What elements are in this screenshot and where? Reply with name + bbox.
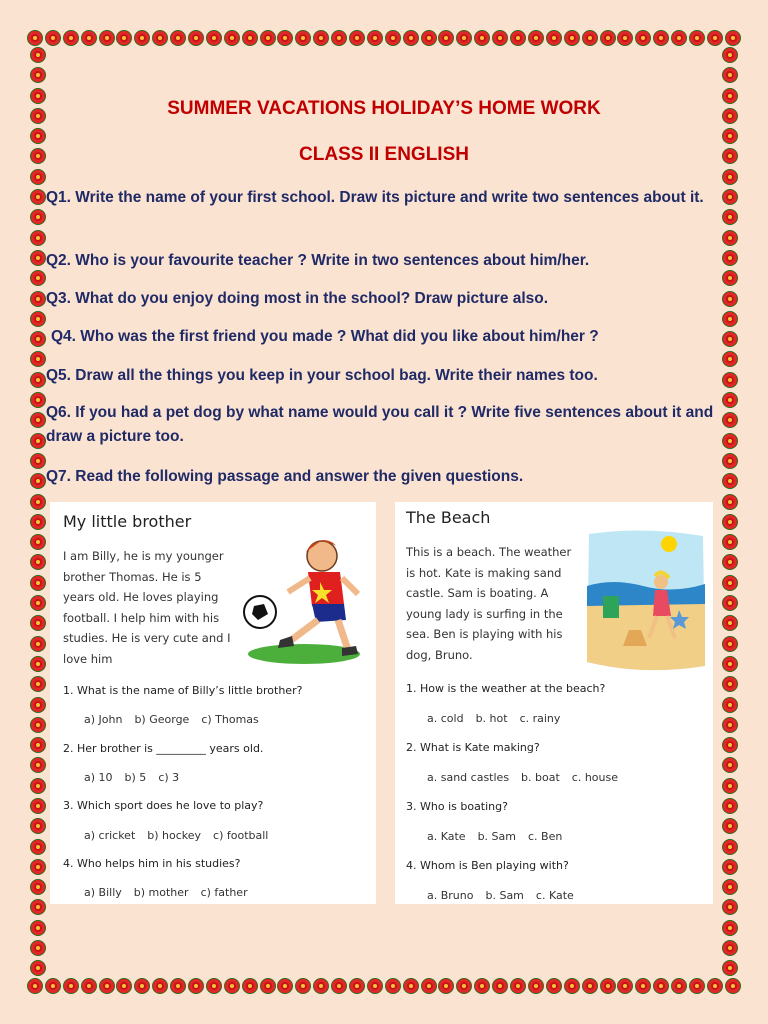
flower-icon [723,718,737,732]
flower-icon [278,979,292,993]
flower-icon [723,860,737,874]
flower-icon [457,31,471,45]
option: b. hot [475,712,508,725]
flower-icon [31,616,45,630]
option: c. Kate [535,889,574,902]
flower-icon [31,454,45,468]
flower-icon [31,758,45,772]
answer-options [84,771,191,784]
flower-icon [31,840,45,854]
option: b) mother [133,886,189,899]
flower-icon [31,961,45,975]
question-line: 2. Her brother is _________ years old. [63,742,264,755]
flower-icon [31,190,45,204]
flower-icon [31,718,45,732]
flower-icon [31,799,45,813]
flower-icon [31,170,45,184]
flower-icon [723,738,737,752]
football-boy-illustration [236,534,366,670]
flower-icon [723,819,737,833]
flower-icon [404,31,418,45]
flower-icon [31,819,45,833]
flower-icon [31,555,45,569]
flower-icon [207,979,221,993]
option: a. Bruno [427,889,474,902]
flower-icon [475,31,489,45]
flower-icon [31,921,45,935]
flower-icon [672,979,686,993]
option: a) cricket [84,829,136,842]
flower-icon [723,677,737,691]
option: c) 3 [158,771,180,784]
option: a. sand castles [427,771,510,784]
flower-icon [261,31,275,45]
flower-icon [618,979,632,993]
option: b. Sam [477,830,516,843]
flower-icon [723,231,737,245]
option: a) 10 [84,771,113,784]
question-7: Q7. Read the following passage and answer the given questions. [46,468,524,485]
flower-icon [31,576,45,590]
flower-icon [31,880,45,894]
passage-panel-brother [50,502,376,904]
flower-icon [690,979,704,993]
flower-icon [189,31,203,45]
flower-icon [726,31,740,45]
flower-icon [31,68,45,82]
flower-icon [31,495,45,509]
option: a. cold [427,712,464,725]
flower-icon [31,332,45,346]
flower-icon [28,979,42,993]
flower-icon [31,292,45,306]
flower-icon [583,31,597,45]
flower-icon [117,979,131,993]
flower-icon [723,880,737,894]
flower-icon [332,31,346,45]
flower-icon [475,979,489,993]
passage-text: This is a beach. The weather is hot. Kate is making sand castle. Sam is boating. A young lady is surfing in the sea. Ben is playing with his dog, Bruno. [406,545,572,662]
flower-icon [726,979,740,993]
flower-icon [708,31,722,45]
option: c) father [200,886,248,899]
flower-border-left [28,48,48,976]
flower-icon [31,515,45,529]
question-2: Q2. Who is your favourite teacher ? Write in two sentences about him/her. [46,252,590,269]
flower-icon [422,31,436,45]
flower-icon [31,129,45,143]
flower-icon [601,31,615,45]
flower-icon [46,979,60,993]
option: c. rainy [519,712,561,725]
flower-icon [31,657,45,671]
flower-icon [100,31,114,45]
option: b. boat [521,771,560,784]
question-4: Q4. Who was the first friend you made ? What did you like about him/her ? [51,328,599,345]
flower-icon [82,31,96,45]
option: b. Sam [485,889,524,902]
flower-icon [723,637,737,651]
option: a. Kate [427,830,466,843]
flower-icon [723,515,737,529]
flower-icon [296,31,310,45]
flower-icon [583,979,597,993]
flower-icon [243,31,257,45]
option: c) football [213,829,269,842]
option: a) Billy [84,886,122,899]
flower-icon [565,979,579,993]
flower-icon [723,555,737,569]
flower-icon [636,979,650,993]
flower-icon [189,979,203,993]
flower-icon [153,979,167,993]
option: a) John [84,713,123,726]
flower-icon [511,979,525,993]
flower-icon [46,31,60,45]
flower-icon [153,31,167,45]
flower-icon [439,31,453,45]
question-3: Q3. What do you enjoy doing most in the school? Draw picture also. [46,290,549,307]
question-line: 3. Who is boating? [406,800,508,813]
flower-icon [31,637,45,651]
flower-icon [117,31,131,45]
flower-icon [547,31,561,45]
flower-icon [723,900,737,914]
flower-border-bottom [28,976,740,996]
question-line: 2. What is Kate making? [406,741,540,754]
question-line: 4. Who helps him in his studies? [63,857,241,870]
question-1: Q1. Write the name of your first school. Draw its picture and write two sentences about it. [46,189,704,206]
flower-icon [422,979,436,993]
passage-panel-beach [395,502,713,904]
flower-icon [723,129,737,143]
flower-icon [529,31,543,45]
question-line: 1. How is the weather at the beach? [406,682,606,695]
flower-icon [31,779,45,793]
flower-icon [28,31,42,45]
answer-options [84,829,280,842]
flower-icon [654,979,668,993]
flower-icon [64,979,78,993]
flower-icon [135,31,149,45]
flower-icon [457,979,471,993]
flower-icon [31,393,45,407]
flower-icon [723,779,737,793]
option: b) hockey [147,829,202,842]
flower-icon [64,31,78,45]
question-line: 3. Which sport does he love to play? [63,799,264,812]
flower-icon [31,271,45,285]
flower-icon [31,231,45,245]
question-line: 1. What is the name of Billy’s little brother? [63,684,303,697]
flower-icon [723,657,737,671]
flower-icon [31,738,45,752]
question-6: Q6. If you had a pet dog by what name would you call it ? Write five sentences about it and draw a picture too. [46,404,714,445]
flower-icon [723,596,737,610]
answer-options [84,713,271,726]
flower-icon [723,758,737,772]
flower-icon [723,799,737,813]
flower-icon [386,979,400,993]
flower-icon [31,352,45,366]
option: c. Ben [528,830,563,843]
answer-options [427,830,574,843]
flower-icon [636,31,650,45]
flower-icon [225,31,239,45]
flower-icon [31,860,45,874]
flower-icon [511,31,525,45]
flower-icon [100,979,114,993]
flower-icon [31,474,45,488]
flower-icon [207,31,221,45]
flower-icon [82,979,96,993]
flower-icon [723,941,737,955]
flower-icon [723,576,737,590]
flower-icon [314,31,328,45]
flower-icon [672,31,686,45]
flower-icon [723,616,737,630]
flower-icon [723,840,737,854]
flower-icon [171,31,185,45]
flower-icon [723,698,737,712]
answer-options [427,712,572,725]
flower-icon [723,495,737,509]
flower-icon [565,31,579,45]
flower-icon [350,31,364,45]
question-line: 4. Whom is Ben playing with? [406,859,569,872]
option: c. house [571,771,619,784]
flower-icon [31,413,45,427]
option: b) 5 [124,771,147,784]
flower-icon [31,698,45,712]
flower-icon [723,68,737,82]
flower-icon [723,48,737,62]
flower-icon [278,31,292,45]
flower-icon [708,979,722,993]
flower-icon [31,434,45,448]
flower-icon [243,979,257,993]
flower-icon [314,979,328,993]
flower-icon [31,535,45,549]
flower-icon [31,596,45,610]
flower-icon [350,979,364,993]
page-subtitle: CLASS II ENGLISH [299,144,469,165]
question-5: Q5. Draw all the things you keep in your school bag. Write their names too. [46,367,598,384]
answer-options [427,771,630,784]
flower-icon [723,170,737,184]
flower-icon [171,979,185,993]
flower-icon [723,535,737,549]
answer-options [427,889,586,902]
flower-icon [654,31,668,45]
passage-text: I am Billy, he is my younger brother Thomas. He is 5 years old. He loves playing football. I help him with his studies. He is very cute and I love him [63,549,231,666]
flower-icon [31,251,45,265]
flower-icon [386,31,400,45]
flower-icon [31,373,45,387]
flower-icon [690,31,704,45]
flower-icon [31,210,45,224]
passage-title: My little brother [63,512,192,531]
flower-icon [723,312,737,326]
flower-icon [135,979,149,993]
flower-icon [723,921,737,935]
flower-icon [439,979,453,993]
flower-icon [368,31,382,45]
flower-icon [723,961,737,975]
flower-icon [368,979,382,993]
flower-icon [31,677,45,691]
passage-title: The Beach [406,508,491,527]
flower-icon [547,979,561,993]
flower-icon [529,979,543,993]
flower-icon [31,48,45,62]
flower-icon [261,979,275,993]
answer-options [84,886,260,899]
flower-icon [723,271,737,285]
flower-icon [601,979,615,993]
flower-icon [332,979,346,993]
flower-icon [31,312,45,326]
option: b) George [134,713,190,726]
flower-icon [618,31,632,45]
flower-border-top [28,28,740,48]
page-title: SUMMER VACATIONS HOLIDAY’S HOME WORK [167,98,601,119]
option: c) Thomas [201,713,259,726]
flower-icon [296,979,310,993]
flower-icon [493,979,507,993]
beach-illustration [583,526,709,676]
flower-icon [31,900,45,914]
flower-icon [31,941,45,955]
flower-icon [404,979,418,993]
flower-icon [225,979,239,993]
flower-icon [493,31,507,45]
flower-icon [723,210,737,224]
